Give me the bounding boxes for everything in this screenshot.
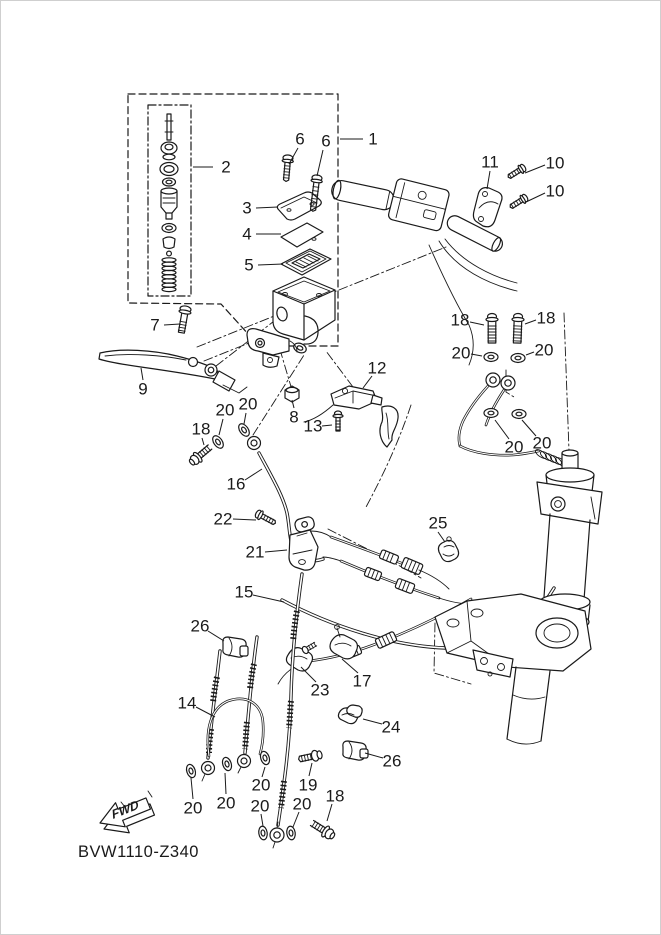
part-label-21: 21 (245, 542, 265, 562)
part-label-26: 26 (382, 751, 402, 771)
label-leader-line (141, 368, 143, 380)
part-label-16: 16 (226, 474, 246, 494)
hose-clamp-24 (338, 705, 362, 724)
label-leader-line (219, 419, 223, 435)
diaphragm (281, 249, 331, 275)
label-leader-line (258, 264, 283, 265)
pivot-bolt (175, 305, 192, 334)
part-label-14: 14 (177, 693, 197, 713)
part-label-4: 4 (242, 224, 252, 244)
clamp-bolt (506, 163, 527, 181)
part-label-20: 20 (238, 394, 258, 414)
part-label-26: 26 (190, 616, 210, 636)
label-leader-line (438, 532, 445, 542)
part-label-17: 17 (352, 671, 372, 691)
master-cylinder-body (247, 277, 335, 367)
part-label-10: 10 (545, 153, 565, 173)
label-leader-line (256, 207, 278, 208)
part-label-13: 13 (303, 416, 323, 436)
label-leader-line (245, 469, 262, 480)
label-leader-line (525, 165, 545, 173)
part-label-1: 1 (368, 129, 378, 149)
part-label-20: 20 (534, 340, 554, 360)
part-label-15: 15 (234, 582, 254, 602)
label-leader-line (525, 320, 536, 324)
part-label-11: 11 (481, 152, 499, 172)
part-label-22: 22 (213, 509, 233, 529)
lever-nut (285, 386, 299, 402)
fwd-arrow (95, 791, 157, 841)
part-label-20: 20 (183, 798, 203, 818)
bracket-screw (254, 509, 278, 528)
part-label-20: 20 (532, 433, 552, 453)
label-leader-line (253, 595, 284, 602)
label-leader-line (233, 519, 256, 520)
part-label-19: 19 (298, 775, 318, 795)
part-label-20: 20 (292, 794, 312, 814)
label-leader-line (191, 778, 193, 799)
part-label-6: 6 (321, 131, 331, 151)
part-label-23: 23 (310, 680, 330, 700)
part-label-20: 20 (250, 796, 270, 816)
sealing-washer (211, 434, 226, 450)
part-label-18: 18 (450, 310, 470, 330)
part-label-6: 6 (295, 129, 305, 149)
part-label-5: 5 (244, 255, 254, 275)
part-label-25: 25 (428, 513, 448, 533)
label-leader-line (317, 150, 323, 176)
part-label-12: 12 (367, 358, 387, 378)
part-label-20: 20 (504, 437, 524, 457)
part-label-24: 24 (381, 717, 401, 737)
label-leader-line (208, 631, 224, 641)
exploded-parts-diagram (1, 1, 661, 935)
part-label-9: 9 (138, 379, 148, 399)
part-label-20: 20 (215, 400, 235, 420)
label-leader-line (363, 719, 382, 724)
label-leader-line (293, 812, 299, 827)
piston-kit (160, 114, 178, 292)
part-label-10: 10 (545, 181, 565, 201)
label-leader-line (327, 804, 332, 821)
label-leader-line (244, 413, 246, 424)
part-label-2: 2 (221, 157, 231, 177)
part-label-8: 8 (289, 407, 299, 427)
label-leader-line (261, 814, 263, 826)
part-label-3: 3 (242, 198, 252, 218)
hose-clamp-25 (438, 537, 458, 562)
label-leader-line (363, 376, 372, 388)
banjo-bolt (187, 442, 214, 467)
label-leader-line (526, 193, 545, 202)
steering-stem-assembly (435, 450, 602, 744)
part-label-20: 20 (251, 775, 271, 795)
bleed-screw (298, 749, 324, 765)
part-label-18: 18 (191, 419, 211, 439)
hose-clip-26b (343, 741, 368, 760)
banjo-bolt (309, 818, 337, 842)
switch-screw (333, 411, 343, 431)
hose-bracket (289, 516, 318, 570)
handlebar-clamp (473, 188, 502, 227)
part-label-18: 18 (536, 308, 556, 328)
part-label-20: 20 (451, 343, 471, 363)
label-leader-line (225, 773, 226, 794)
label-leader-line (495, 420, 509, 439)
part-label-7: 7 (150, 315, 160, 335)
part-label-18: 18 (325, 786, 345, 806)
diagram-code: BVW1110-Z340 (78, 843, 199, 861)
piston-spring (162, 258, 176, 292)
brake-lever (99, 350, 247, 393)
label-leader-line (265, 550, 287, 552)
label-leader-line (164, 324, 180, 325)
bottom-banjo (258, 822, 296, 848)
label-leader-line (526, 352, 534, 355)
rubber-boot (380, 406, 398, 447)
label-leader-line (322, 425, 332, 426)
diaphragm-plate (281, 223, 323, 247)
label-leader-line (309, 763, 312, 776)
reservoir-cap (277, 192, 321, 220)
label-leader-line (487, 171, 490, 189)
label-leader-line (471, 354, 482, 356)
label-leader-line (202, 438, 204, 445)
sealing-washer (237, 422, 252, 438)
label-leader-line (470, 322, 484, 325)
fwd-label: FWD (110, 797, 141, 822)
part-label-20: 20 (216, 793, 236, 813)
hose-clip-26a (223, 637, 248, 657)
